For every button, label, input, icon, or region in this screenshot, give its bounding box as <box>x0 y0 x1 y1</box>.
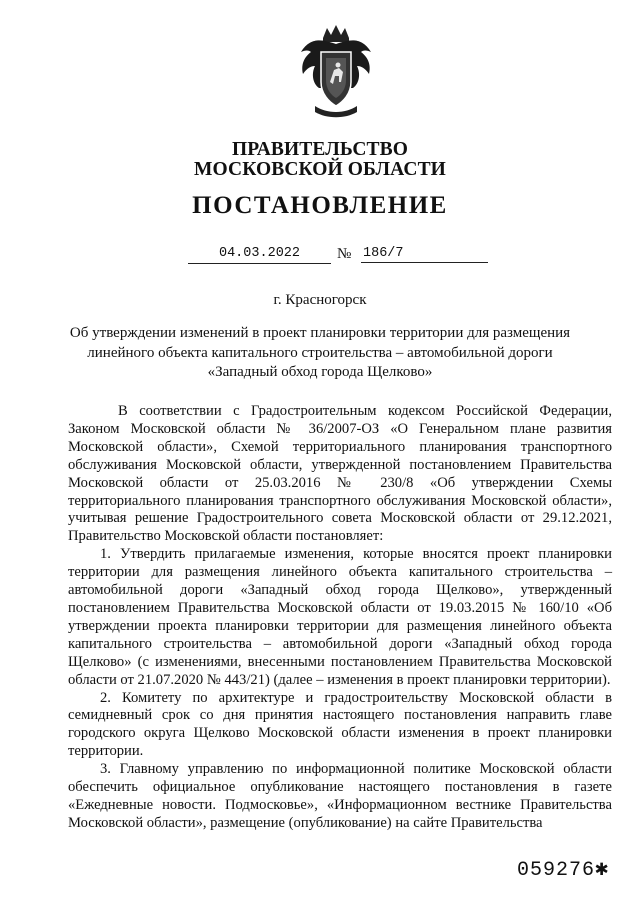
government-title-line2: МОСКОВСКОЙ ОБЛАСТИ <box>194 159 446 180</box>
document-number: 186/7 <box>361 245 488 263</box>
clause-1-paragraph: 1. Утвердить прилагаемые изменения, которые вносятся проект планировки территории для размещения линейного объекта капитального строительства – автомобильной дороги «Западный обход города Щелково», утвержденный постановлением Правительства Московской области от 19.03.2015 № 160/10 «Об утверждении проекта планировки территории для размещения линейного объекта капитального строительства – автомобильной дороги «Западный обход города Щелково» (с изменениями, внесенными постановлением Правительства Московской области от 21.07.2020 № 443/21) (далее – изменения в проект планировки территории). <box>68 546 612 688</box>
document-body <box>68 403 612 833</box>
clause-2-paragraph: 2. Комитету по архитектуре и градостроительству Московской области в семидневный срок со дня принятия настоящего постановления направить главе городского округа Щелково Московской области изменения в проект планировки территории. <box>68 689 612 760</box>
city-line: г. Красногорск <box>273 292 367 308</box>
coat-of-arms-emblem <box>293 22 379 122</box>
document-date: 04.03.2022 <box>188 245 331 264</box>
number-sign: № <box>337 246 352 262</box>
subject-line: Об утверждении изменений в проект планировки территории для размещения <box>69 325 571 341</box>
document-type-heading: ПОСТАНОВЛЕНИЕ <box>192 192 448 219</box>
subject-line: «Западный обход города Щелково» <box>207 364 433 380</box>
star-icon: ✱ <box>595 857 610 882</box>
clause-3-paragraph: 3. Главному управлению по информационной политике Московской области обеспечить официальное опубликование настоящего постановления в газете «Ежедневные новости. Подмосковье», «Информационном вестнике Правительства Московской области», размещение (опубликование) на сайте Правительства <box>68 761 612 831</box>
document-subject <box>0 324 640 383</box>
serial-number: 059276 <box>517 859 596 882</box>
date-number-row <box>0 243 640 267</box>
government-title-line1: ПРАВИТЕЛЬСТВО <box>231 139 409 160</box>
subject-line: линейного объекта капитального строительства – автомобильной дороги <box>87 344 553 361</box>
serial-stamp <box>517 858 609 883</box>
preamble-paragraph: В соответствии с Градостроительным кодексом Российской Федерации, Законом Московской области № 36/2007-ОЗ «О Генеральном плане развития Московской области», Схемой территориального планирования транспортного обслуживания Московской области, утвержденной постановлением Правительства Московской области от 25.03.2016 № 230/8 «Об утверждении Схемы территориального планирования транспортного обслуживания Московской области», учитывая решение Градостроительного совета Московской области от 29.12.2021, Правительство Московской области постановляет: <box>68 403 612 545</box>
